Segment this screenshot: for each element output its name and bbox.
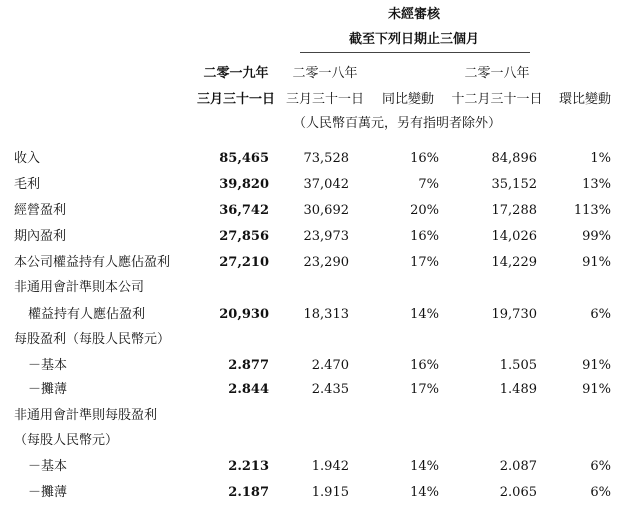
row-label: 每股盈利（每股人民幣元） [14, 332, 171, 347]
col2-date: 三月三十一日 [285, 92, 365, 107]
cell-2018q4: 1.489 [499, 382, 537, 397]
cell-2019q1: 20,930 [219, 307, 269, 322]
cell-qoq: 6% [590, 459, 611, 474]
cell-2019q1: 39,820 [219, 177, 269, 192]
cell-qoq: 91% [582, 382, 611, 397]
cell-2018q4: 84,896 [491, 151, 537, 166]
row-label: （每股人民幣元） [14, 433, 119, 448]
row-label: 非通用會計準則每股盈利 [14, 408, 158, 423]
row-label: 本公司權益持有人應佔盈利 [14, 255, 171, 270]
cell-2019q1: 2.877 [228, 358, 269, 373]
row-label: 毛利 [14, 177, 41, 192]
row-label: －攤薄 [28, 485, 68, 500]
cell-qoq: 91% [582, 358, 611, 373]
row-label: 權益持有人應佔盈利 [28, 307, 146, 322]
row-label: －基本 [28, 358, 68, 373]
row-label: 收入 [14, 151, 41, 166]
cell-2019q1: 2.187 [228, 485, 269, 500]
cell-2018q1: 1.942 [311, 459, 349, 474]
cell-yoy: 17% [410, 255, 439, 270]
cell-2018q4: 1.505 [499, 358, 537, 373]
cell-2018q1: 23,290 [303, 255, 349, 270]
row-label: 非通用會計準則本公司 [14, 280, 145, 295]
cell-2018q1: 30,692 [303, 203, 349, 218]
col4-date: 十二月三十一日 [451, 92, 543, 107]
cell-qoq: 6% [590, 307, 611, 322]
cell-yoy: 7% [418, 177, 439, 192]
header-rule [300, 52, 530, 53]
cell-2018q1: 23,973 [303, 229, 349, 244]
cell-qoq: 1% [590, 151, 611, 166]
row-label: 經營盈利 [14, 203, 67, 218]
cell-2018q1: 37,042 [303, 177, 349, 192]
cell-2018q4: 2.065 [499, 485, 537, 500]
cell-2019q1: 2.844 [228, 382, 269, 397]
row-label: 期內盈利 [14, 229, 67, 244]
col5-label: 環比變動 [558, 92, 612, 107]
unit-note: （人民幣百萬元，另有指明者除外） [292, 116, 502, 131]
cell-2019q1: 27,210 [219, 255, 269, 270]
cell-2018q1: 18,313 [303, 307, 349, 322]
col3-label: 同比變動 [381, 92, 435, 107]
cell-yoy: 16% [410, 151, 439, 166]
cell-2018q1: 1.915 [311, 485, 349, 500]
cell-yoy: 14% [410, 459, 439, 474]
col4-year: 二零一八年 [464, 66, 530, 81]
col1-year: 二零一九年 [203, 66, 269, 81]
cell-2018q4: 17,288 [491, 203, 537, 218]
cell-qoq: 6% [590, 485, 611, 500]
cell-yoy: 14% [410, 307, 439, 322]
cell-2019q1: 85,465 [219, 151, 269, 166]
cell-2018q1: 73,528 [303, 151, 349, 166]
cell-2018q4: 14,229 [491, 255, 537, 270]
cell-2019q1: 36,742 [219, 203, 269, 218]
cell-2018q4: 14,026 [491, 229, 537, 244]
row-label: －基本 [28, 459, 68, 474]
cell-2018q4: 2.087 [499, 459, 537, 474]
cell-yoy: 16% [410, 358, 439, 373]
cell-2018q1: 2.470 [311, 358, 349, 373]
cell-2018q4: 35,152 [491, 177, 537, 192]
col2-year: 二零一八年 [292, 66, 358, 81]
cell-2019q1: 27,856 [219, 229, 269, 244]
cell-yoy: 20% [410, 203, 439, 218]
cell-qoq: 13% [582, 177, 611, 192]
cell-yoy: 16% [410, 229, 439, 244]
cell-qoq: 113% [573, 203, 611, 218]
cell-qoq: 99% [582, 229, 611, 244]
cell-yoy: 14% [410, 485, 439, 500]
cell-2018q4: 19,730 [491, 307, 537, 322]
cell-2018q1: 2.435 [311, 382, 349, 397]
period-heading: 截至下列日期止三個月 [348, 32, 480, 47]
col1-date: 三月三十一日 [196, 92, 276, 107]
unaudited-heading: 未經審核 [387, 7, 441, 22]
cell-yoy: 17% [410, 382, 439, 397]
cell-qoq: 91% [582, 255, 611, 270]
cell-2019q1: 2.213 [228, 459, 269, 474]
row-label: －攤薄 [28, 382, 68, 397]
